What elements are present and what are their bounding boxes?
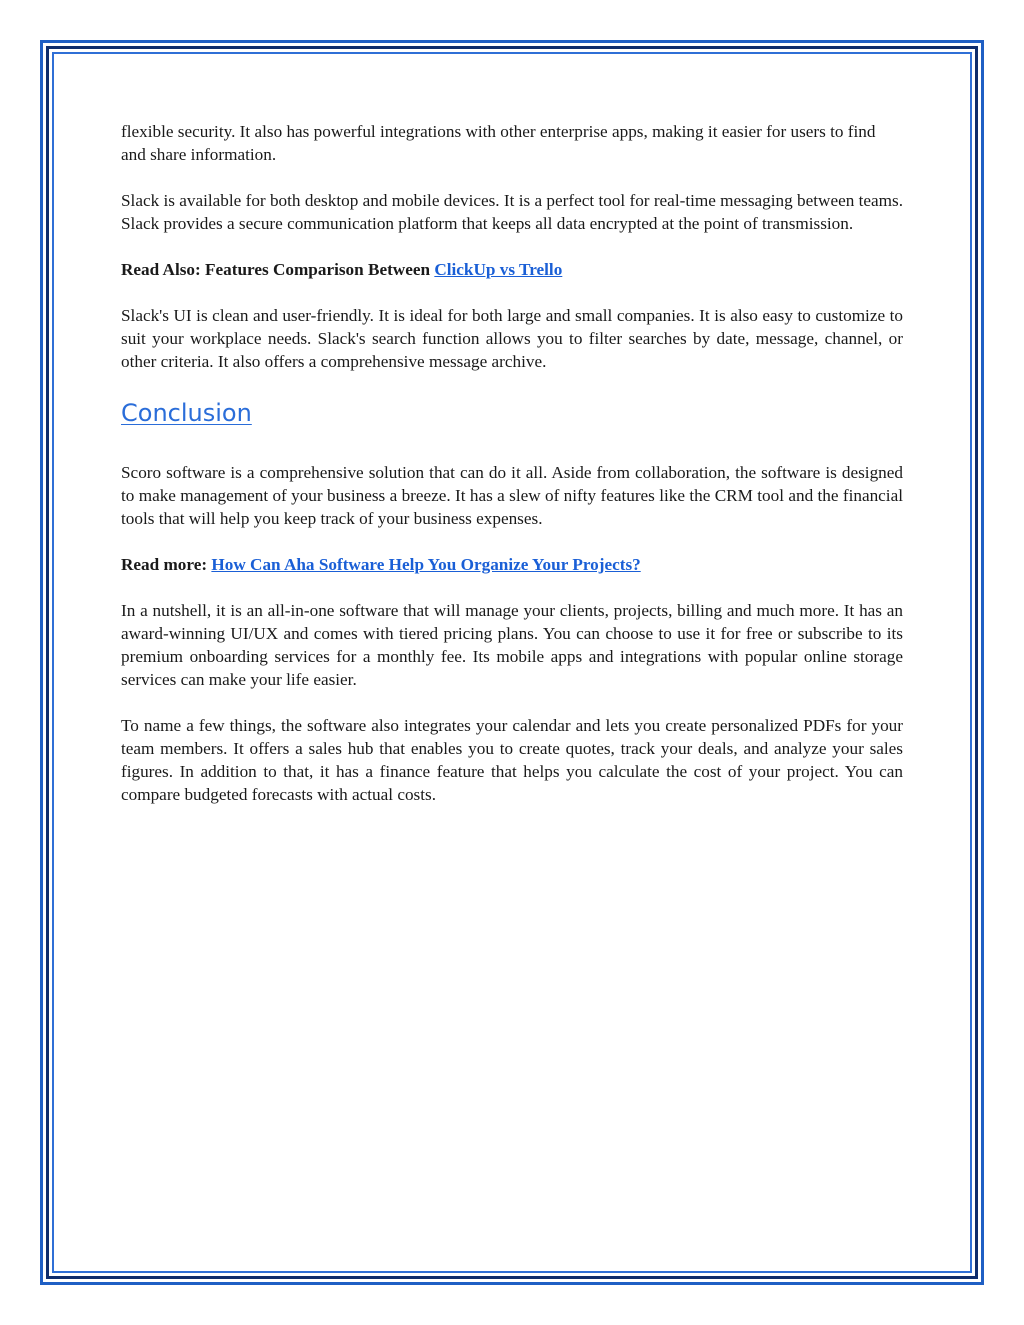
document-body <box>121 120 903 829</box>
aha-software-link[interactable]: How Can Aha Software Help You Organize Your Projects? <box>211 555 641 574</box>
paragraph-scoro-software: Scoro software is a comprehensive solution that can do it all. Aside from collaboration, the software is designed to make management of your business a breeze. It has a slew of nifty features like the CRM tool and the financial tools that will help you keep track of your business expenses. <box>121 463 903 528</box>
clickup-vs-trello-link[interactable]: ClickUp vs Trello <box>434 260 563 279</box>
read-more-label: Read more: <box>121 555 212 574</box>
paragraph-slack-devices: Slack is available for both desktop and mobile devices. It is a perfect tool for real-time messaging between teams. Slack provides a secure communication platform that keeps all data encrypted at the point of transmission. <box>121 191 903 233</box>
paragraph-nutshell: In a nutshell, it is an all-in-one software that will manage your clients, projects, billing and much more. It has an award-winning UI/UX and comes with tiered pricing plans. You can choose to use it for free or subscribe to its premium onboarding services for a monthly fee. Its mobile apps and integrations with popular online storage services can make your life easier. <box>121 601 903 689</box>
paragraph-security: flexible security. It also has powerful integrations with other enterprise apps, making it easier for users to find and share information. <box>121 122 876 164</box>
conclusion-heading: Conclusion <box>121 399 252 427</box>
paragraph-calendar-integration: To name a few things, the software also integrates your calendar and lets you create personalized PDFs for your team members. It offers a sales hub that enables you to create quotes, track your deals, and analyze your sales figures. In addition to that, it has a finance feature that helps you calculate the cost of your project. You can compare budgeted forecasts with actual costs. <box>121 716 903 804</box>
read-more-line <box>121 553 903 576</box>
read-also-line <box>121 258 903 281</box>
paragraph-slack-ui: Slack's UI is clean and user-friendly. It is ideal for both large and small companies. It is also easy to customize to suit your workplace needs. Slack's search function allows you to filter searches by date, message, channel, or other criteria. It also offers a comprehensive message archive. <box>121 306 903 371</box>
read-also-label: Read Also: Features Comparison Between <box>121 260 435 279</box>
